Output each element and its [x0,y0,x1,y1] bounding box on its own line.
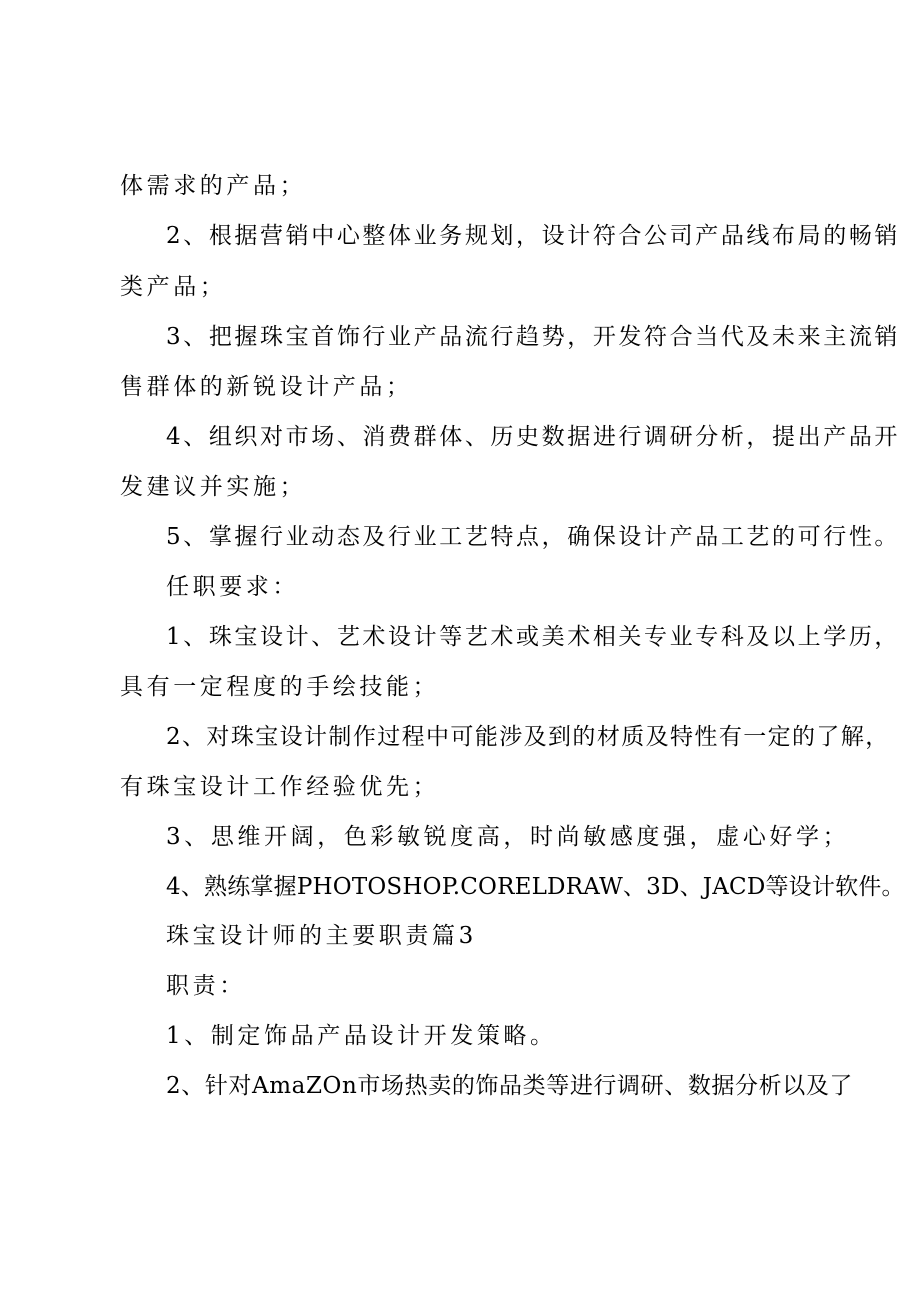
text-line: 2、根据营销中心整体业务规划，设计符合公司产品线布局的畅销 [166,223,901,249]
text-line: 类产品； [120,274,227,300]
text-line: 有珠宝设计工作经验优先； [120,774,440,800]
text-line: 4、组织对市场、消费群体、历史数据进行调研分析，提出产品开 [166,424,901,450]
section-heading: 职责： [166,973,246,999]
section-heading: 任职要求： [166,574,299,600]
text-line: 发建议并实施； [120,474,307,500]
text-line: 1、制定饰品产品设计开发策略。 [166,1023,557,1049]
text-line: 2、对珠宝设计制作过程中可能涉及到的材质及特性有一定的了解， [166,724,890,750]
text-line: 2、针对AmaZOn市场热卖的饰品类等进行调研、数据分析以及了 [166,1073,854,1099]
section-title: 珠宝设计师的主要职责篇3 [166,923,477,949]
text-line: 4、熟练掌握PHOTOSHOP.CORELDRAW、3D、JACD等设计软件。 [166,874,905,900]
text-line: 售群体的新锐设计产品； [120,374,413,400]
text-line: 具有一定程度的手绘技能； [120,674,440,700]
text-line: 5、掌握行业动态及行业工艺特点，确保设计产品工艺的可行性。 [166,524,901,550]
text-line: 3、把握珠宝首饰行业产品流行趋势，开发符合当代及未来主流销 [166,324,901,350]
text-line: 1、珠宝设计、艺术设计等艺术或美术相关专业专科及以上学历， [166,624,901,650]
text-line: 3、思维开阔，色彩敏锐度高，时尚敏感度强，虚心好学； [166,824,850,850]
text-line: 体需求的产品； [120,173,307,199]
